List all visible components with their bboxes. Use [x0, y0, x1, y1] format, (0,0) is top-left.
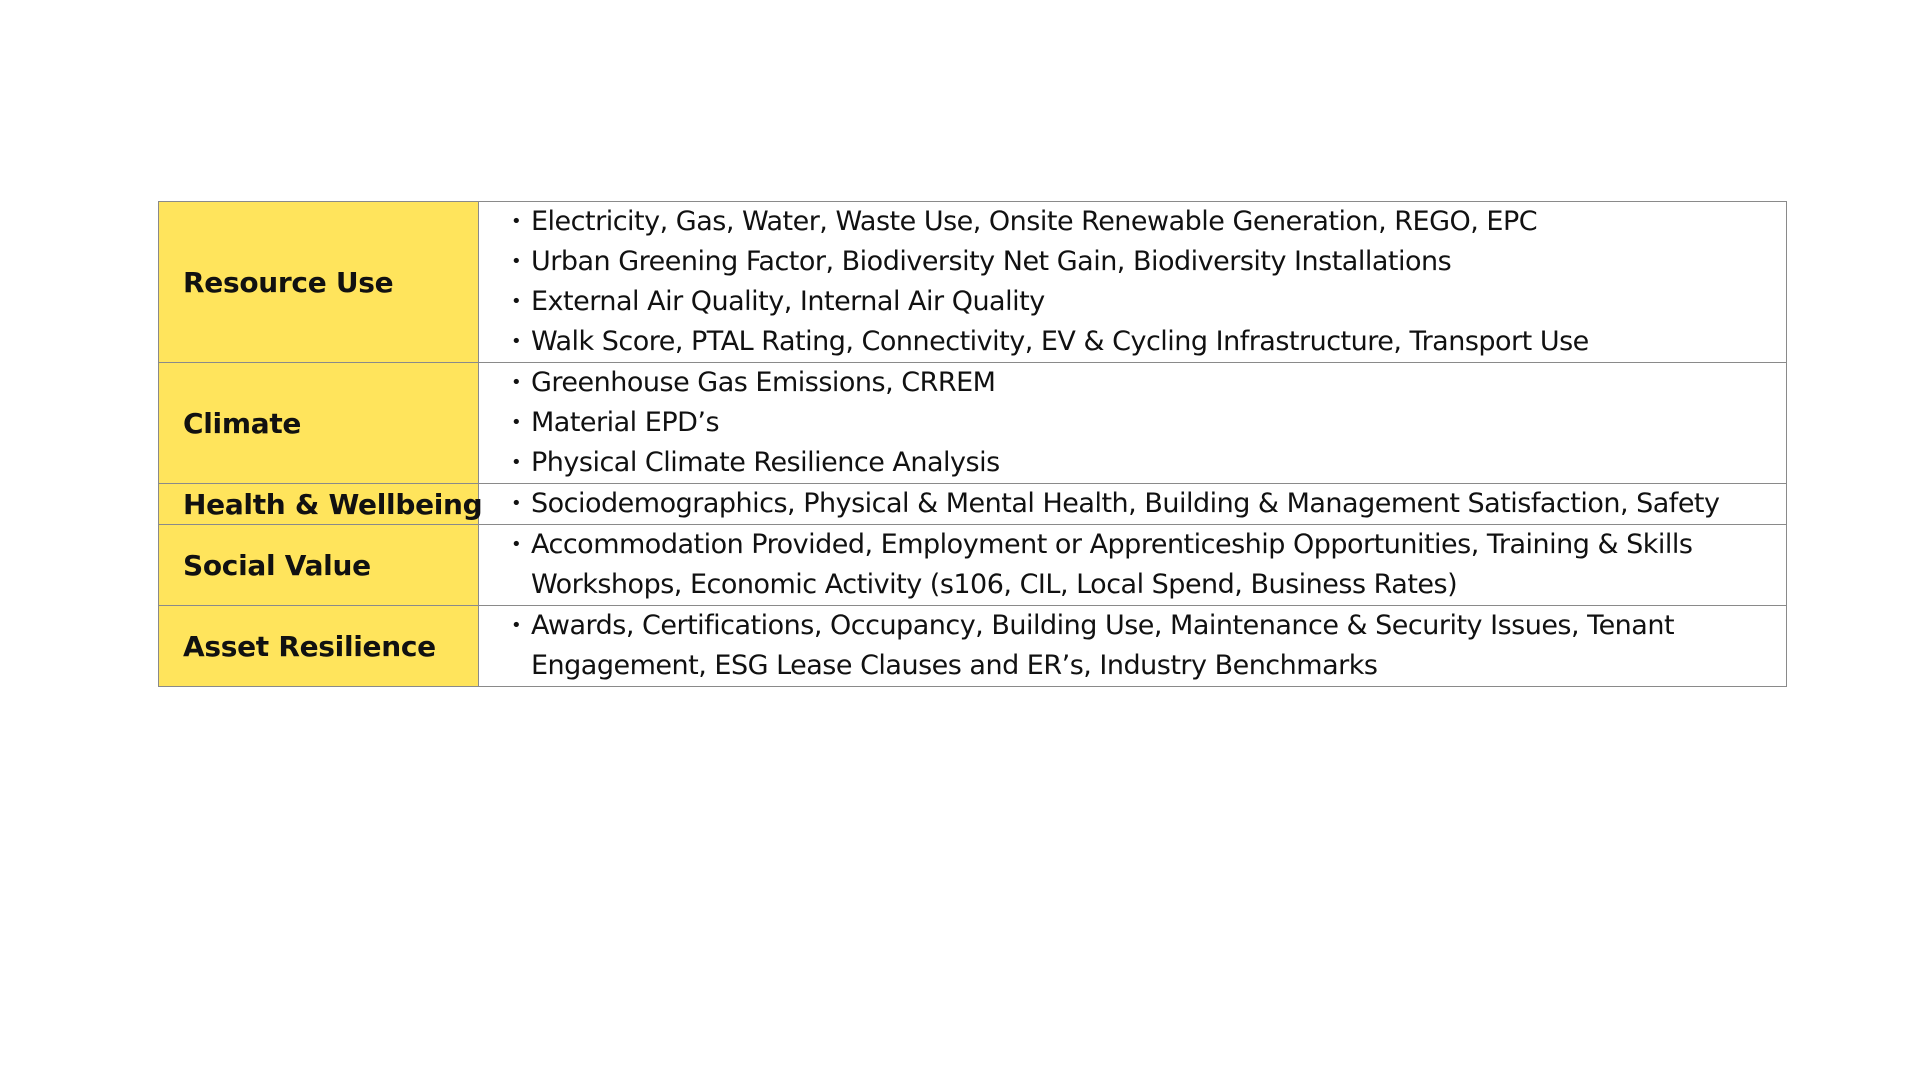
items-cell [479, 484, 1787, 525]
list-item [511, 322, 1768, 362]
items-cell [479, 202, 1787, 363]
table-row [159, 484, 1787, 525]
bullet-point-icon: • [511, 331, 522, 352]
bullet-point-icon: • [511, 372, 522, 393]
table-row [159, 202, 1787, 363]
bullet-point-icon: • [511, 534, 522, 555]
esg-metrics-table [158, 201, 1787, 687]
table-body [159, 202, 1787, 687]
table-row [159, 525, 1787, 606]
bullet-point-icon: • [511, 251, 522, 272]
bullet-list [511, 363, 1768, 483]
list-item [511, 606, 1768, 686]
list-item-text: Electricity, Gas, Water, Waste Use, Onsite Renewable Generation, REGO, EPC [531, 206, 1538, 237]
list-item [511, 525, 1768, 605]
list-item-text: Accommodation Provided, Employment or Apprenticeship Opportunities, Training & Skills Workshops, Economic Activity (s106, CIL, Local Spend, Business Rates) [531, 529, 1693, 600]
list-item-text: Greenhouse Gas Emissions, CRREM [531, 367, 996, 398]
items-cell [479, 363, 1787, 484]
category-cell: Resource Use [159, 202, 479, 363]
category-cell: Climate [159, 363, 479, 484]
list-item-text: Awards, Certifications, Occupancy, Building Use, Maintenance & Security Issues, Tenant Engagement, ESG Lease Clauses and ER’s, Industry Benchmarks [531, 610, 1675, 681]
bullet-point-icon: • [511, 493, 522, 514]
bullet-list [511, 202, 1768, 362]
category-cell: Social Value [159, 525, 479, 606]
list-item [511, 363, 1768, 403]
category-cell: Asset Resilience [159, 606, 479, 687]
bullet-list [511, 525, 1768, 605]
bullet-point-icon: • [511, 291, 522, 312]
bullet-point-icon: • [511, 211, 522, 232]
list-item [511, 403, 1768, 443]
table-row [159, 363, 1787, 484]
list-item [511, 242, 1768, 282]
list-item-text: Sociodemographics, Physical & Mental Health, Building & Management Satisfaction, Safety [531, 488, 1720, 519]
items-cell [479, 525, 1787, 606]
bullet-list [511, 484, 1768, 524]
items-cell [479, 606, 1787, 687]
list-item-text: Urban Greening Factor, Biodiversity Net Gain, Biodiversity Installations [531, 246, 1452, 277]
category-cell: Health & Wellbeing [159, 484, 479, 525]
bullet-point-icon: • [511, 615, 522, 636]
table-row [159, 606, 1787, 687]
list-item [511, 443, 1768, 483]
list-item [511, 282, 1768, 322]
list-item-text: Physical Climate Resilience Analysis [531, 447, 1000, 478]
bullet-point-icon: • [511, 412, 522, 433]
list-item-text: Material EPD’s [531, 407, 720, 438]
bullet-point-icon: • [511, 452, 522, 473]
list-item-text: External Air Quality, Internal Air Quality [531, 286, 1045, 317]
list-item [511, 202, 1768, 242]
bullet-list [511, 606, 1768, 686]
list-item [511, 484, 1768, 524]
list-item-text: Walk Score, PTAL Rating, Connectivity, EV & Cycling Infrastructure, Transport Use [531, 326, 1589, 357]
